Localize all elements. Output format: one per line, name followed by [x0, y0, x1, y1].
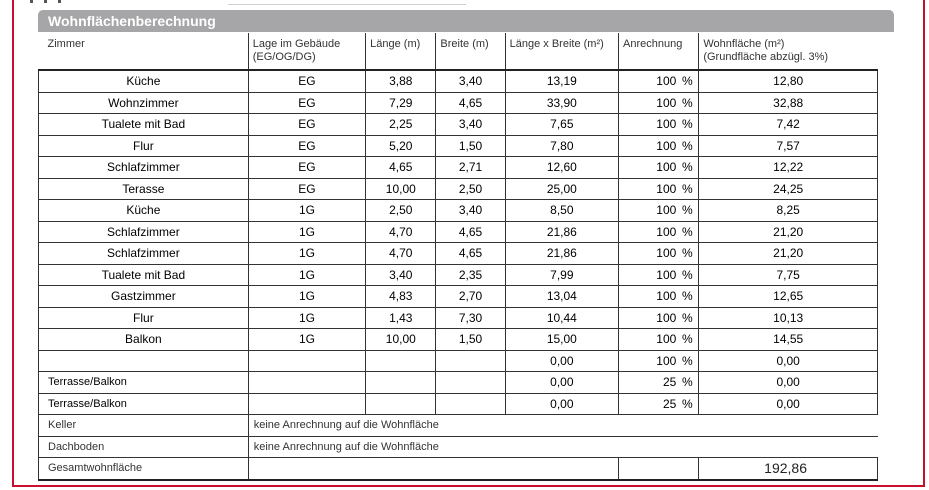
cell-width	[436, 372, 505, 394]
tick-mark	[30, 0, 33, 3]
cell-credit: 100 %	[619, 264, 699, 286]
cell-width: 3,40	[436, 114, 505, 136]
table-row-dachboden	[39, 436, 878, 458]
cell-length: 10,00	[366, 178, 436, 200]
cell-width: 4,65	[436, 92, 505, 114]
header-area: Länge x Breite (m²)	[505, 33, 618, 70]
cell-living-area: 7,75	[699, 264, 878, 286]
cell-living-area: 12,80	[699, 70, 878, 92]
cell-room: Küche	[39, 70, 249, 92]
table-header-row	[39, 33, 878, 70]
cell-width: 1,50	[436, 329, 505, 351]
header-room: Zimmer	[39, 33, 249, 70]
tick-mark	[44, 0, 47, 3]
cell-length	[366, 393, 436, 415]
cell-location: 1G	[248, 307, 365, 329]
cell-width	[436, 393, 505, 415]
cell-area: 12,60	[505, 157, 618, 179]
cell-living-area: 7,42	[699, 114, 878, 136]
cell-area: 7,80	[505, 135, 618, 157]
cell-area: 13,19	[505, 70, 618, 92]
cell-credit: 100 %	[619, 157, 699, 179]
cell-credit: 25 %	[619, 393, 699, 415]
cell-width: 1,50	[436, 135, 505, 157]
table-row-keller	[39, 415, 878, 437]
cell-room: Terrasse/Balkon	[39, 372, 249, 394]
cell-area: 0,00	[505, 350, 618, 372]
table-row	[39, 264, 878, 286]
top-divider	[228, 4, 466, 5]
cell-room: Terrasse/Balkon	[39, 393, 249, 415]
cell-width: 4,65	[436, 243, 505, 265]
cell-credit: 100 %	[619, 243, 699, 265]
cell-room: Flur	[39, 307, 249, 329]
cell-length: 4,65	[366, 157, 436, 179]
cell-room: Flur	[39, 135, 249, 157]
table-row	[39, 92, 878, 114]
cell-living-area: 21,20	[699, 221, 878, 243]
cell-credit: 100 %	[619, 114, 699, 136]
cell-area: 10,44	[505, 307, 618, 329]
table-row	[39, 178, 878, 200]
cell-credit: 100 %	[619, 135, 699, 157]
cell-length	[366, 350, 436, 372]
cell-living-area: 0,00	[699, 372, 878, 394]
cell-living-area: 0,00	[699, 350, 878, 372]
cell-area: 25,00	[505, 178, 618, 200]
cell-length: 4,83	[366, 286, 436, 308]
total-value: 192,86	[699, 458, 878, 480]
cell-location: EG	[248, 114, 365, 136]
keller-note: keine Anrechnung auf die Wohnfläche	[248, 415, 877, 437]
cell-length: 2,50	[366, 200, 436, 222]
cell-width: 2,50	[436, 178, 505, 200]
cell-living-area: 7,57	[699, 135, 878, 157]
table-row	[39, 70, 878, 92]
cell-location: 1G	[248, 329, 365, 351]
cell-credit: 100 %	[619, 92, 699, 114]
cell-location	[248, 393, 365, 415]
cell-width: 2,35	[436, 264, 505, 286]
table-row	[39, 243, 878, 265]
cell-length: 4,70	[366, 243, 436, 265]
cell-area: 21,86	[505, 221, 618, 243]
cell-length: 3,40	[366, 264, 436, 286]
cell-living-area: 12,65	[699, 286, 878, 308]
cell-credit: 100 %	[619, 307, 699, 329]
cell-room: Küche	[39, 200, 249, 222]
cell-location: EG	[248, 178, 365, 200]
tick-mark	[58, 0, 61, 3]
cell-length: 4,70	[366, 221, 436, 243]
table-row	[39, 329, 878, 351]
cell-width: 2,70	[436, 286, 505, 308]
cell-credit: 100 %	[619, 200, 699, 222]
table-row	[39, 135, 878, 157]
cell-room: Schlafzimmer	[39, 221, 249, 243]
cell-length: 3,88	[366, 70, 436, 92]
cell-location	[248, 372, 365, 394]
cell-area: 8,50	[505, 200, 618, 222]
cell-living-area: 32,88	[699, 92, 878, 114]
header-credit: Anrechnung	[619, 33, 699, 70]
table-row-total	[39, 458, 878, 480]
cell-credit: 100 %	[619, 221, 699, 243]
cell-length: 2,25	[366, 114, 436, 136]
cell-room: Gastzimmer	[39, 286, 249, 308]
cell-location: 1G	[248, 221, 365, 243]
cell-location: 1G	[248, 243, 365, 265]
cell-credit: 100 %	[619, 286, 699, 308]
cell-area: 0,00	[505, 393, 618, 415]
cell-room: Schlafzimmer	[39, 243, 249, 265]
table-row	[39, 157, 878, 179]
table-row	[39, 286, 878, 308]
header-living-area: Wohnfläche (m²) (Grundfläche abzügl. 3%)	[699, 33, 878, 70]
dachboden-label: Dachboden	[39, 436, 249, 458]
cell-width: 2,71	[436, 157, 505, 179]
table-row	[39, 221, 878, 243]
cell-location: 1G	[248, 286, 365, 308]
cell-room: Terasse	[39, 178, 249, 200]
table-row	[39, 200, 878, 222]
header-length: Länge (m)	[366, 33, 436, 70]
cell-area: 15,00	[505, 329, 618, 351]
cell-credit: 100 %	[619, 329, 699, 351]
cell-area: 0,00	[505, 372, 618, 394]
section-title: Wohnflächenberechnung	[48, 13, 216, 29]
cell-living-area: 21,20	[699, 243, 878, 265]
table-row-terrace	[39, 393, 878, 415]
cell-living-area: 14,55	[699, 329, 878, 351]
cell-length: 1,43	[366, 307, 436, 329]
cell-location: EG	[248, 157, 365, 179]
cell-room: Balkon	[39, 329, 249, 351]
cell-living-area: 24,25	[699, 178, 878, 200]
cell-living-area: 10,13	[699, 307, 878, 329]
cell-living-area: 12,22	[699, 157, 878, 179]
cell-location: EG	[248, 70, 365, 92]
cell-length: 5,20	[366, 135, 436, 157]
header-location: Lage im Gebäude (EG/OG/DG)	[248, 33, 365, 70]
cell-credit: 25 %	[619, 372, 699, 394]
cell-width	[436, 350, 505, 372]
table-row	[39, 350, 878, 372]
section-title-bar	[38, 10, 894, 32]
total-credit-cell	[619, 458, 699, 480]
cell-credit: 100 %	[619, 178, 699, 200]
cell-location: 1G	[248, 200, 365, 222]
table-row-terrace	[39, 372, 878, 394]
dachboden-note: keine Anrechnung auf die Wohnfläche	[248, 436, 877, 458]
cell-location: EG	[248, 92, 365, 114]
cell-width: 3,40	[436, 70, 505, 92]
cell-room: Tualete mit Bad	[39, 264, 249, 286]
table-row	[39, 307, 878, 329]
cell-area: 7,65	[505, 114, 618, 136]
total-spacer	[248, 458, 618, 480]
cell-location: 1G	[248, 264, 365, 286]
cell-area: 13,04	[505, 286, 618, 308]
cell-width: 3,40	[436, 200, 505, 222]
cell-area: 33,90	[505, 92, 618, 114]
cell-credit: 100 %	[619, 350, 699, 372]
cell-room: Wohnzimmer	[39, 92, 249, 114]
cell-length	[366, 372, 436, 394]
cell-room	[39, 350, 249, 372]
cell-area: 7,99	[505, 264, 618, 286]
table-row	[39, 114, 878, 136]
cell-living-area: 8,25	[699, 200, 878, 222]
keller-label: Keller	[39, 415, 249, 437]
cell-width: 7,30	[436, 307, 505, 329]
cell-living-area: 0,00	[699, 393, 878, 415]
living-area-table	[38, 33, 878, 481]
cell-length: 7,29	[366, 92, 436, 114]
cell-length: 10,00	[366, 329, 436, 351]
cell-room: Schlafzimmer	[39, 157, 249, 179]
cell-width: 4,65	[436, 221, 505, 243]
cell-location: EG	[248, 135, 365, 157]
cell-area: 21,86	[505, 243, 618, 265]
header-width: Breite (m)	[436, 33, 505, 70]
cell-credit: 100 %	[619, 70, 699, 92]
cell-location	[248, 350, 365, 372]
total-label: Gesamtwohnfläche	[39, 458, 249, 480]
cell-room: Tualete mit Bad	[39, 114, 249, 136]
